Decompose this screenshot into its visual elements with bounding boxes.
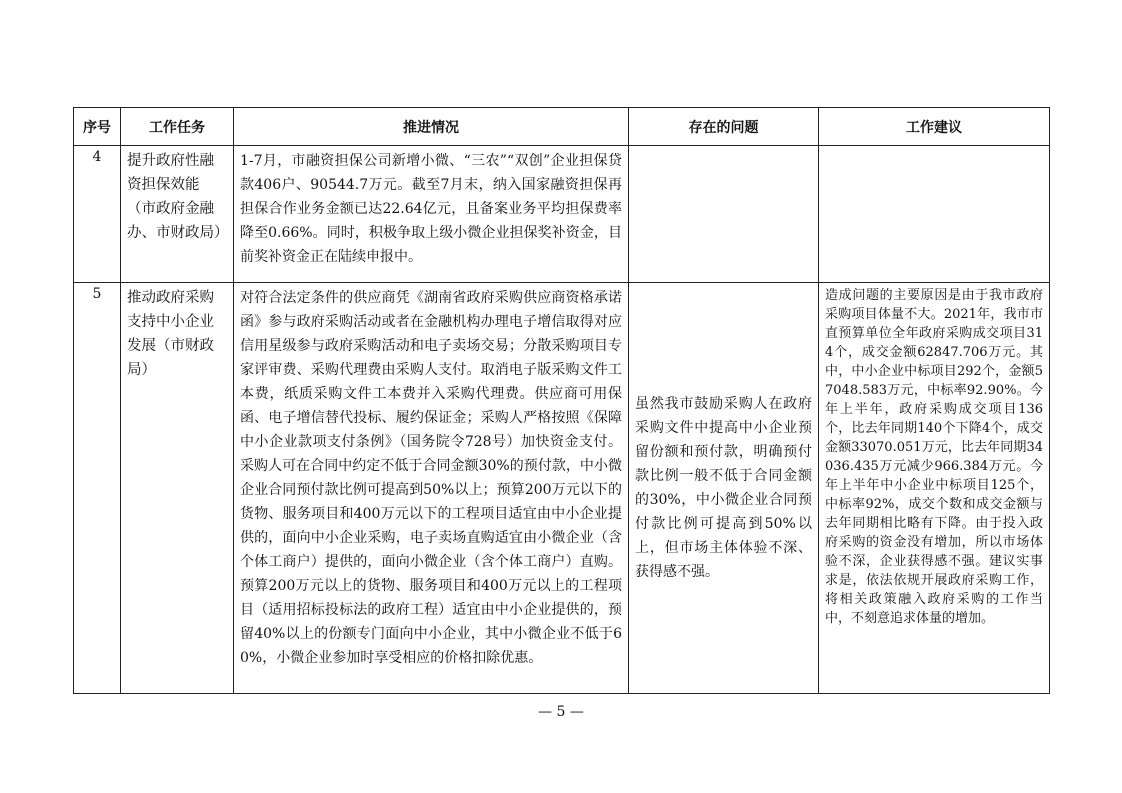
- table-row: [74, 146, 1050, 283]
- header-issues: 存在的问题: [629, 108, 819, 146]
- row-progress: 对符合法定条件的供应商凭《湖南省政府采购供应商资格承诺函》参与政府采购活动或者在金融机构办理电子增信取得对应信用星级参与政府采购活动和电子卖场交易；分散采购项目专家评审费、采购代理费由采购人支付。取消电子版采购文件工本费，纸质采购文件工本费并入采购代理费。供应商可用保函、电子增信替代投标、履约保证金；采购人严格按照《保障中小企业款项支付条例》（国务院令728号）加快资金支付。采购人可在合同中约定不低于合同金额30%的预付款，中小微企业合同预付款比例可提高到50%以上；预算200万元以下的货物、服务项目和400万元以下的工程项目适宜由中小企业提供的，面向中小企业采购，电子卖场直购适宜由小微企业（含个体工商户）提供的，面向小微企业（含个体工商户）直购。预算200万元以上的货物、服务项目和400万元以上的工程项目（适用招标投标法的政府工程）适宜由中小企业提供的，预留40%以上的份额专门面向中小企业，其中小微企业不低于60%，小微企业参加时享受相应的价格扣除优惠。: [234, 283, 629, 694]
- row-issues: [629, 146, 819, 283]
- row-progress: 1-7月，市融资担保公司新增小微、“三农”“双创”企业担保贷款406户、90544.7万元。截至7月末，纳入国家融资担保再担保合作业务金额已达22.64亿元，且备案业务平均担保费率降至0.66%。同时，积极争取上级小微企业担保奖补资金，目前奖补资金正在陆续申报中。: [234, 146, 629, 283]
- header-suggestions: 工作建议: [819, 108, 1050, 146]
- page-number: — 5 —: [538, 704, 584, 720]
- row-number: 5: [74, 283, 121, 694]
- header-progress: 推进情况: [234, 108, 629, 146]
- table-row: [74, 283, 1050, 694]
- row-issues: 虽然我市鼓励采购人在政府采购文件中提高中小企业预留份额和预付款，明确预付款比例一般不低于合同金额的30%，中小微企业合同预付款比例可提高到50%以上，但市场主体体验不深、获得感不强。: [629, 283, 819, 694]
- table-header-row: [74, 108, 1050, 146]
- row-task: 提升政府性融资担保效能（市政府金融办、市财政局）: [121, 146, 234, 283]
- row-suggestions: [819, 146, 1050, 283]
- header-serial-number: 序号: [74, 108, 121, 146]
- row-suggestions: 造成问题的主要原因是由于我市政府采购项目体量不大。2021年，我市市直预算单位全年政府采购成交项目314个，成交金额62847.706万元。其中，中小企业中标项目292个，金额57048.583万元，中标率92.90%。今年上半年，政府采购成交项目136个，比去年同期140个下降4个，成交金额33070.051万元，比去年同期34036.435万元减少966.384万元。今年上半年中小企业中标项目125个，中标率92%，成交个数和成交金额与去年同期相比略有下降。由于投入政府采购的资金没有增加，所以市场体验不深，企业获得感不强。建议实事求是，依法依规开展政府采购工作，将相关政策融入政府采购的工作当中，不刻意追求体量的增加。: [819, 283, 1050, 694]
- header-work-task: 工作任务: [121, 108, 234, 146]
- row-number: 4: [74, 146, 121, 283]
- work-table: [73, 107, 1050, 694]
- row-task: 推动政府采购支持中小企业发展（市财政局）: [121, 283, 234, 694]
